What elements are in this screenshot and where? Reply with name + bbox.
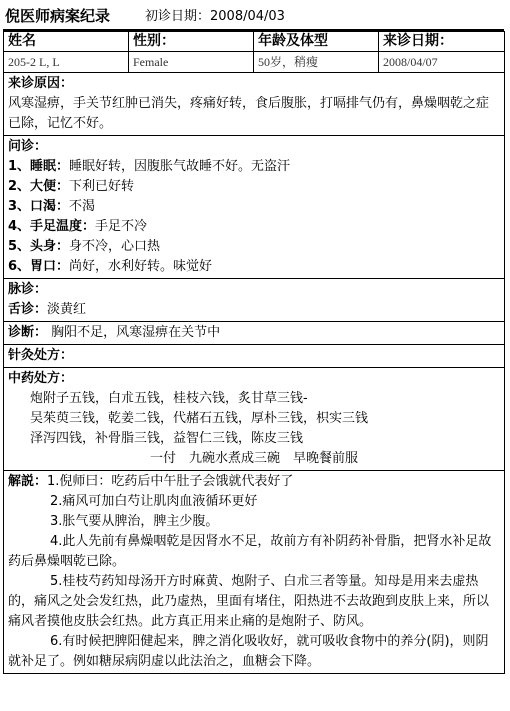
inquiry-item: 2、大便：下利已好转: [8, 179, 135, 194]
tongue-text: 淡黄红: [47, 302, 87, 317]
note-item: 1.倪师曰：吃药后中午肚子会饿就代表好了: [47, 474, 294, 489]
header-name: 姓名: [4, 32, 129, 52]
inquiry-item: 4、手足温度：手足不冷: [8, 219, 148, 234]
note-item: 4.此人先前有鼻燥咽乾是因肾水不足，故前方有补阴药补骨脂，把肾水补足故药后鼻燥咽乾已除。: [8, 534, 492, 569]
explanation-label: 解説：: [8, 474, 48, 489]
reason-label: 来诊原因：: [8, 76, 74, 91]
header-age: 年龄及体型: [254, 32, 379, 52]
acupuncture-section: [4, 345, 505, 368]
value-visit-date: 2008/04/07: [379, 52, 505, 73]
info-value-row: [4, 52, 505, 73]
pulse-label: 脉诊：: [8, 282, 48, 297]
record-title: 倪医师病案纪录: [5, 7, 111, 25]
first-visit-date: 初诊日期：2008/04/03: [145, 9, 285, 24]
inquiry-item: 5、头身：身不冷，心口热: [8, 239, 161, 254]
inquiry-item: 3、口渴：不渴: [8, 199, 96, 214]
pulse-tongue-section: [4, 279, 505, 322]
herb-line: 炮附子五钱，白朮五钱，桂枝六钱，炙甘草三钱-: [30, 391, 308, 406]
tongue-line: [8, 300, 500, 320]
note-item: 6.有时候把脾阳健起来，脾之消化吸收好，就可吸收食物中的养分(阴)，则阴就补足了。例如糖尿病阴虚以此法治之，血糖会下降。: [8, 634, 489, 669]
info-header-row: [4, 32, 505, 52]
note-item: 3.胀气要从脾治，脾主少腹。: [50, 514, 219, 529]
case-record: [3, 4, 504, 674]
header-gender: 性别：: [129, 32, 254, 52]
herbal-section: [4, 368, 505, 471]
value-name: 205-2 L, L: [4, 52, 129, 73]
value-age: 50岁，稍瘦: [254, 52, 379, 73]
herb-line: 泽泻四钱，补骨脂三钱，益智仁三钱，陈皮三钱: [30, 431, 304, 446]
explanation-section: [4, 471, 505, 674]
diagnosis-text: 胸阳不足，风寒湿痹在关节中: [51, 325, 221, 340]
diagnosis-label: 诊断：: [8, 325, 48, 340]
case-table: [3, 31, 505, 674]
dosage-line: 一付 九碗水煮成三碗 早晚餐前服: [149, 451, 358, 466]
herbal-label: 中药处方：: [8, 371, 74, 386]
header-visit-date: 来诊日期：: [379, 32, 505, 52]
reason-section: [4, 73, 505, 136]
inquiry-label: 问诊：: [8, 139, 48, 154]
diagnosis-section: [4, 322, 505, 345]
reason-text: 风寒湿痹，手关节红肿已消失，疼痛好转，食后腹胀，打嗝排气仍有，鼻燥咽乾之症已除，记忆不好。: [8, 96, 490, 131]
inquiry-item: 6、胃口：尚好，水利好转。味觉好: [8, 259, 213, 274]
inquiry-item: 1、睡眠：睡眠好转，因腹胀气故睡不好。无盗汗: [8, 159, 291, 174]
tongue-label: 舌诊：: [8, 302, 48, 317]
note-item: 5.桂枝芍药知母汤开方时麻黄、炮附子、白朮三者等量。知母是用来去虚热的，痛风之处会发红热，此乃虚热，里面有堵住，阳热进不去故跑到皮肤上来，所以痛风者摸他皮肤会红热。此方真正用来止痛的是炮附子、防风。: [8, 574, 490, 629]
inquiry-section: [4, 136, 505, 279]
acupuncture-label: 针灸处方：: [8, 348, 74, 363]
herb-line: 吴茱萸三钱，乾姜二钱，代赭石五钱，厚朴三钱，枳实三钱: [30, 411, 369, 426]
note-item: 2.痛风可加白芍让肌肉血液循环更好: [50, 494, 258, 509]
value-gender: Female: [129, 52, 254, 73]
title-row: [3, 4, 504, 31]
